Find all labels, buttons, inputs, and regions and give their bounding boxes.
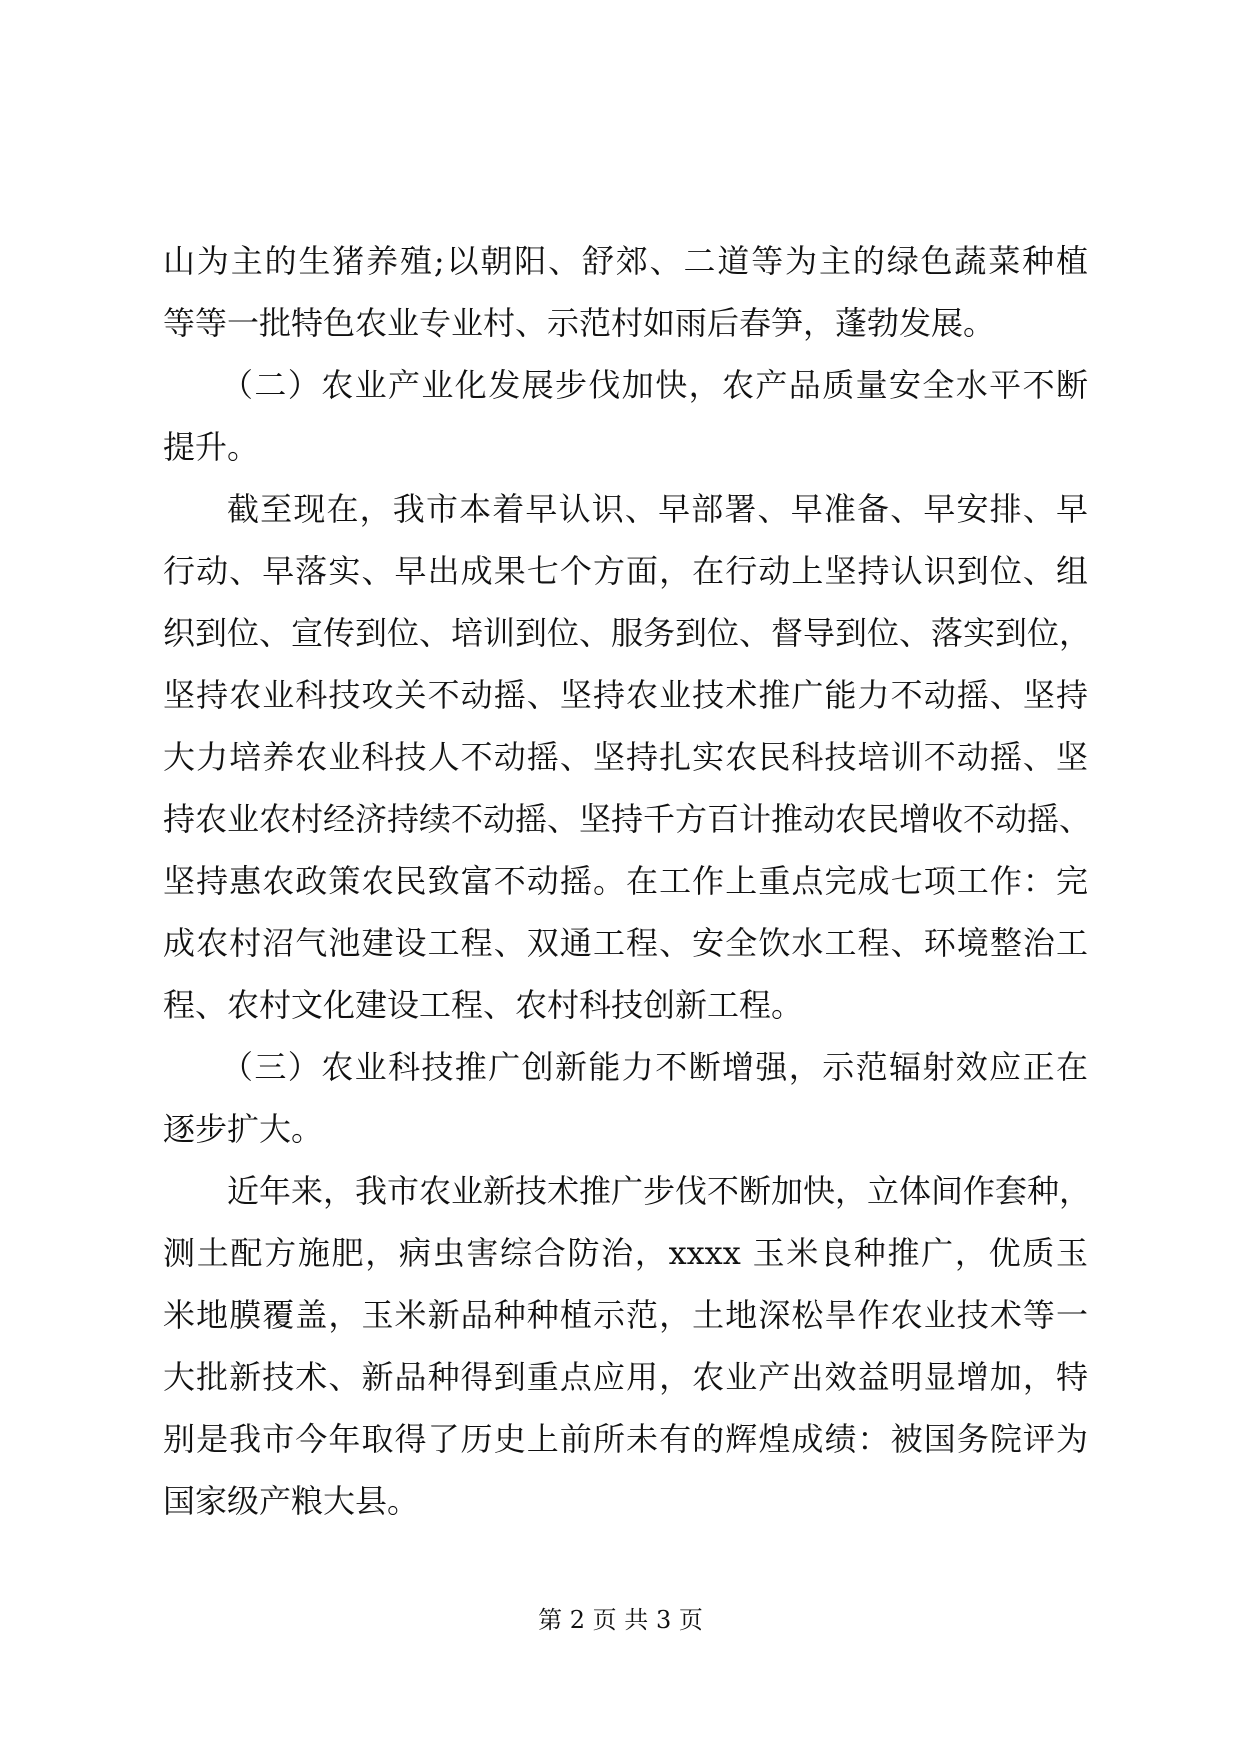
text-line: 国家级产粮大县。 [163,1482,420,1520]
text-line: 织到位、宣传到位、培训到位、服务到位、督导到位、落实到位， [163,614,1092,652]
text-line: 等等一批特色农业专业村、示范村如雨后春笋，蓬勃发展。 [163,304,996,342]
text-line: 行动、早落实、早出成果七个方面，在行动上坚持认识到位、组 [163,552,1088,590]
text-line: 大力培养农业科技人不动摇、坚持扎实农民科技培训不动摇、坚 [163,738,1088,776]
page-number-footer: 第 2 页 共 3 页 [538,1606,703,1634]
text-line: 程、农村文化建设工程、农村科技创新工程。 [163,986,804,1024]
body-text [163,230,1092,1532]
paragraph-first-line: 近年来，我市农业新技术推广步伐不断加快，立体间作套种， [227,1172,1092,1210]
text-line: 成农村沼气池建设工程、双通工程、安全饮水工程、环境整治工 [163,924,1088,962]
text-line: 坚持农业科技攻关不动摇、坚持农业技术推广能力不动摇、坚持 [163,676,1088,714]
section-heading: （二）农业产业化发展步伐加快，农产品质量安全水平不断 [221,366,1088,404]
section-heading-continuation: 提升。 [163,428,260,466]
text-line: 测土配方施肥，病虫害综合防治，xxxx 玉米良种推广，优质玉 [163,1234,1088,1272]
text-line: 大批新技术、新品种得到重点应用，农业产出效益明显增加，特 [163,1358,1088,1396]
text-line: 别是我市今年取得了历史上前所未有的辉煌成绩：被国务院评为 [163,1420,1088,1458]
text-line: 山为主的生猪养殖;以朝阳、舒郊、二道等为主的绿色蔬菜种植 [163,242,1088,280]
text-line: 持农业农村经济持续不动摇、坚持千方百计推动农民增收不动摇、 [163,800,1092,838]
paragraph-first-line: 截至现在，我市本着早认识、早部署、早准备、早安排、早 [227,490,1088,528]
section-heading: （三）农业科技推广创新能力不断增强，示范辐射效应正在 [221,1048,1088,1086]
text-line: 米地膜覆盖，玉米新品种种植示范，土地深松旱作农业技术等一 [163,1296,1088,1334]
text-line: 坚持惠农政策农民致富不动摇。在工作上重点完成七项工作：完 [163,862,1088,900]
section-heading-continuation: 逐步扩大。 [163,1110,324,1148]
